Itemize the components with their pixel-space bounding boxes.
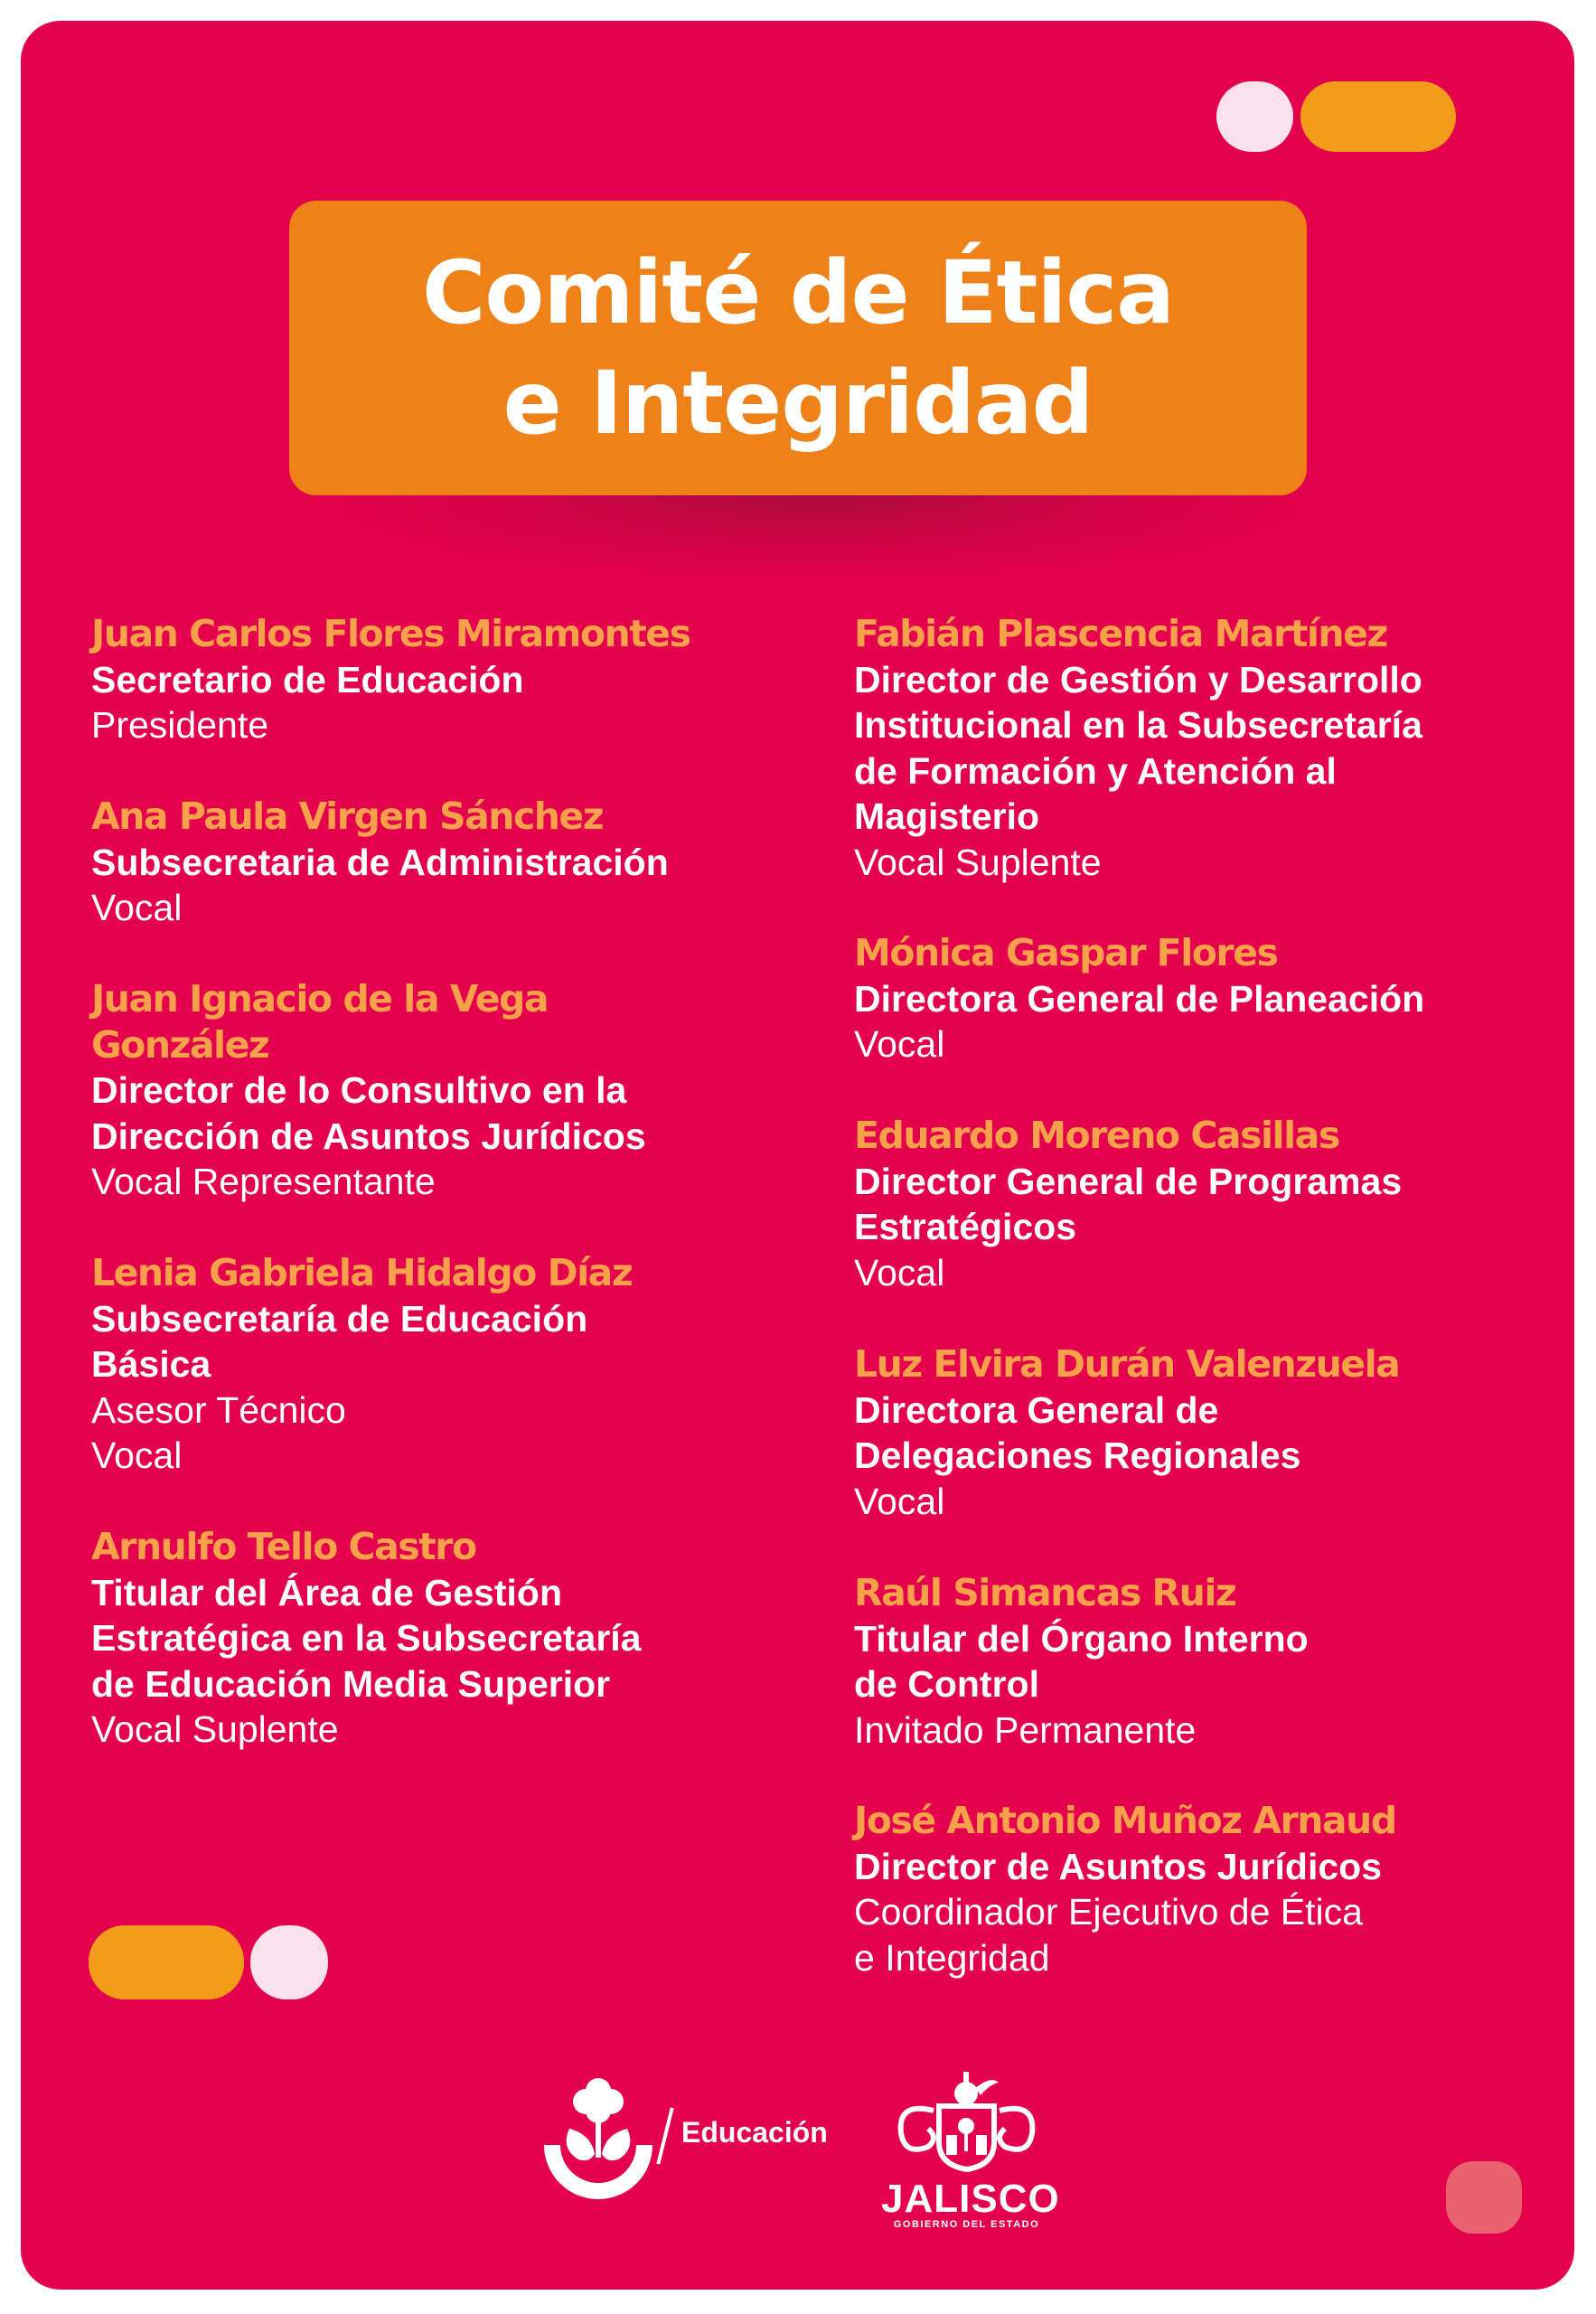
- jalisco-logo-text: JALISCO: [881, 2177, 1060, 2221]
- member-position: Subsecretaria de Administración: [91, 841, 669, 883]
- member-name: Luz Elvira Durán Valenzuela: [854, 1342, 1400, 1386]
- member-entry: [91, 1524, 832, 1753]
- member-role: Presidente: [91, 704, 269, 746]
- member-name: González: [91, 1022, 269, 1067]
- member-position: Subsecretaría de Educación: [91, 1297, 588, 1340]
- member-entry: [854, 930, 1574, 1068]
- member-position: Estratégicos: [854, 1206, 1077, 1247]
- member-role: Vocal: [854, 1023, 945, 1065]
- member-entry: [854, 611, 1574, 885]
- decorative-orange-pill-bottom: [89, 1925, 244, 1999]
- member-position: Magisterio: [854, 795, 1040, 837]
- member-position: Secretario de Educación: [91, 658, 524, 701]
- member-position: Directora General de: [854, 1388, 1219, 1431]
- member-entry: [91, 1250, 832, 1479]
- member-position: Director de Gestión y Desarrollo: [854, 658, 1422, 701]
- education-logo: [542, 2074, 831, 2201]
- member-name: Eduardo Moreno Casillas: [854, 1114, 1339, 1157]
- member-position: Dirección de Asuntos Jurídicos: [91, 1115, 646, 1157]
- decorative-pink-pill-bottom: [250, 1925, 328, 1999]
- member-position: Básica: [91, 1343, 211, 1385]
- member-entry: [854, 1798, 1574, 1980]
- member-position: Director General de Programas: [854, 1160, 1403, 1202]
- education-logo-text: Educación: [681, 2116, 828, 2149]
- member-position: Directora General de Planeación: [854, 977, 1425, 1020]
- page-title-line-1: Comité de Ética: [421, 242, 1175, 343]
- member-name: Juan Ignacio de la Vega: [91, 977, 549, 1021]
- member-role: Vocal: [854, 1480, 945, 1522]
- member-position: Estratégica en la Subsecretaría: [91, 1617, 642, 1659]
- member-position: Director de lo Consultivo en la: [91, 1069, 627, 1111]
- member-name: Lenia Gabriela Hidalgo Díaz: [91, 1251, 633, 1294]
- member-position: Director de Asuntos Jurídicos: [854, 1845, 1382, 1887]
- jalisco-logo-subtext: GOBIERNO DEL ESTADO: [893, 2219, 1040, 2230]
- member-role: Vocal Suplente: [854, 841, 1102, 883]
- member-name: Raúl Simancas Ruiz: [854, 1571, 1236, 1614]
- member-entry: [91, 611, 832, 748]
- member-name: José Antonio Muñoz Arnaud: [854, 1799, 1396, 1842]
- decorative-orange-pill-top: [1300, 81, 1456, 152]
- member-role: Vocal: [91, 1434, 183, 1476]
- member-position: Titular del Órgano Interno: [854, 1617, 1309, 1660]
- member-role: Vocal: [854, 1251, 945, 1293]
- member-position: Delegaciones Regionales: [854, 1434, 1301, 1476]
- member-position: de Control: [854, 1663, 1039, 1705]
- member-entry: [91, 794, 832, 931]
- jalisco-coat-of-arms-icon: [881, 2070, 1052, 2174]
- member-name: Arnulfo Tello Castro: [91, 1525, 476, 1568]
- member-entry: [91, 976, 832, 1205]
- logo-divider: [656, 2107, 673, 2164]
- member-role: Asesor Técnico: [91, 1388, 346, 1431]
- education-tree-logo-icon: [542, 2074, 655, 2201]
- member-entry: [854, 1570, 1574, 1753]
- decorative-pink-pill-top: [1216, 81, 1293, 152]
- member-role: Vocal Suplente: [91, 1708, 339, 1750]
- member-role: Vocal: [91, 887, 183, 928]
- member-name: Fabián Plascencia Martínez: [854, 612, 1387, 655]
- member-role: Invitado Permanente: [854, 1708, 1197, 1751]
- member-position: Institucional en la Subsecretaría: [854, 704, 1422, 746]
- member-name: Mónica Gaspar Flores: [854, 931, 1278, 974]
- title-box: [289, 201, 1307, 495]
- member-entry: [854, 1113, 1574, 1295]
- page-title-line-2: e Integridad: [502, 353, 1094, 454]
- member-entry: [854, 1341, 1574, 1524]
- member-role: Vocal Representante: [91, 1161, 436, 1202]
- member-position: de Educación Media Superior: [91, 1662, 611, 1705]
- member-position: Titular del Área de Gestión: [91, 1571, 562, 1613]
- member-role: Coordinador Ejecutivo de Ética: [854, 1891, 1363, 1933]
- member-name: Ana Paula Virgen Sánchez: [91, 795, 604, 838]
- decorative-corner-dot: [1446, 2161, 1522, 2234]
- title-shadow: [337, 491, 1304, 581]
- member-role: e Integridad: [854, 1936, 1050, 1979]
- jalisco-logo: [881, 2070, 1060, 2242]
- poster-card: [21, 21, 1574, 2290]
- member-position: de Formación y Atención al: [854, 749, 1337, 792]
- member-name: Juan Carlos Flores Miramontes: [91, 612, 690, 655]
